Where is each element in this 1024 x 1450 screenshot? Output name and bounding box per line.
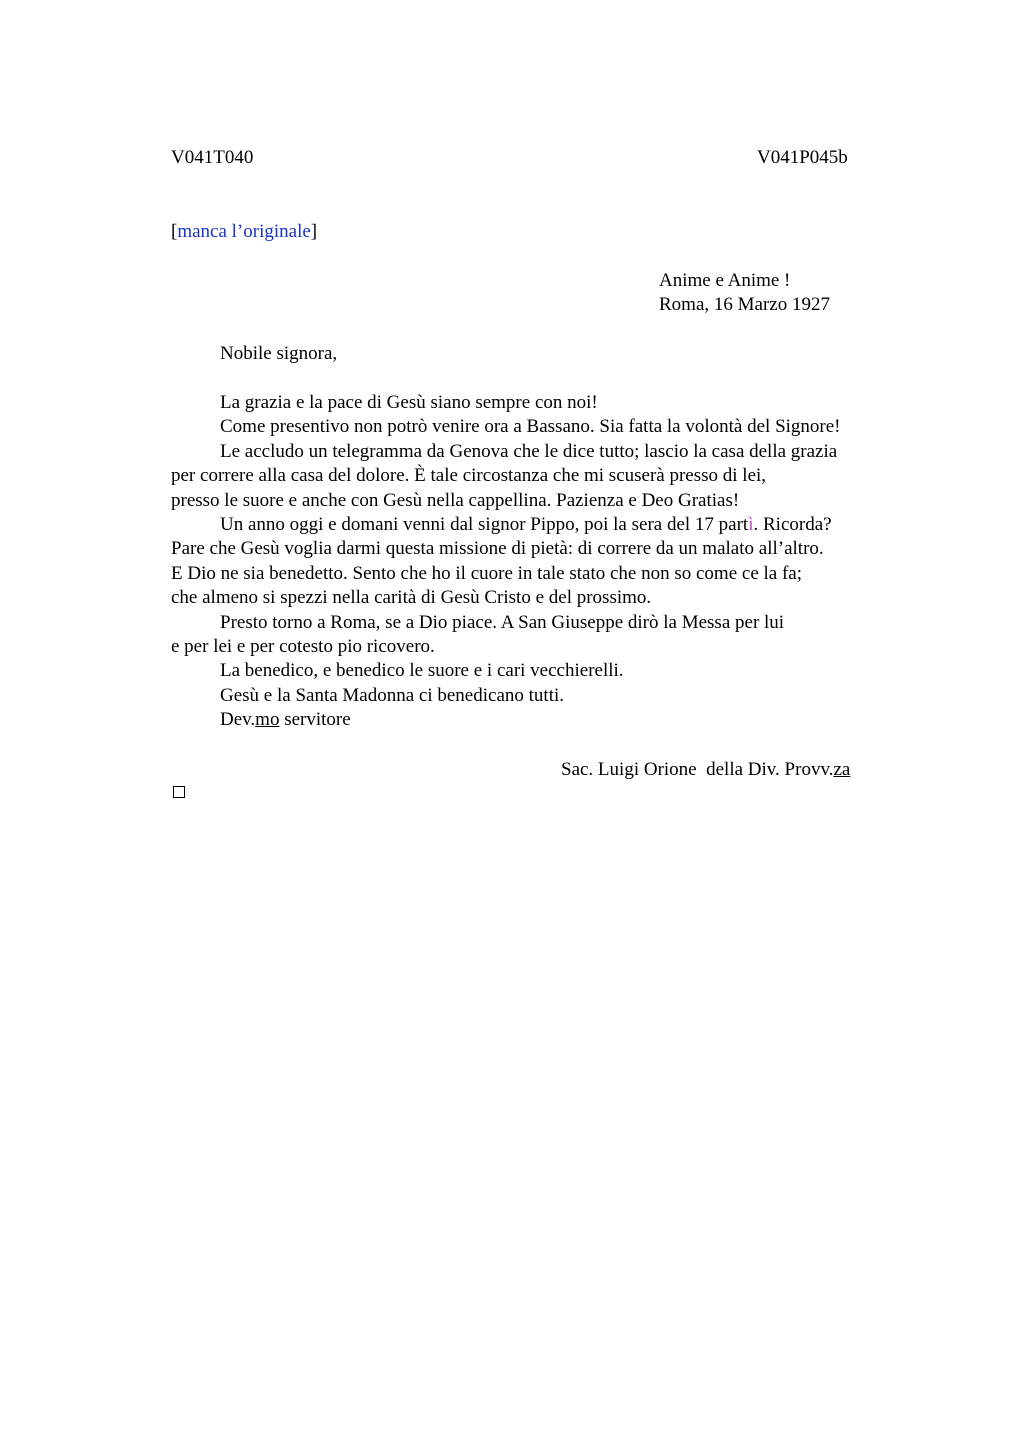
body-line-part: . Ricorda? xyxy=(753,514,832,536)
end-of-document-square-icon xyxy=(173,786,185,798)
body-line xyxy=(171,513,901,537)
body-line: presso le suore e anche con Gesù nella cappellina. Pazienza e Deo Gratias! xyxy=(171,489,740,511)
body-line: per correre alla casa del dolore. È tale circostanza che mi scuserà presso di lei, xyxy=(171,465,767,487)
body-line: La grazia e la pace di Gesù siano sempre con noi! xyxy=(220,392,598,413)
body-line-part: Un anno oggi e domani venni dal signor Pippo, poi la sera del 17 part xyxy=(220,514,749,536)
letter-date: Roma, 16 Marzo 1927 xyxy=(659,294,830,315)
body-line: Presto torno a Roma, se a Dio piace. A San Giuseppe dirò la Messa per lui xyxy=(220,611,785,633)
signature-text: Sac. Luigi Orione della Div. Provv. xyxy=(561,759,834,780)
document-code-right: V041P045b xyxy=(757,147,848,168)
note-bracket-open: [ xyxy=(171,221,178,242)
closing-line xyxy=(171,708,901,732)
closing-superscript: mo xyxy=(255,709,280,731)
letter-motto: Anime e Anime ! xyxy=(659,270,791,291)
letter-body xyxy=(171,391,901,733)
body-line: La benedico, e benedico le suore e i cari vecchierelli. xyxy=(220,660,624,682)
signature xyxy=(561,758,850,782)
editorial-note xyxy=(171,220,317,244)
highlighted-letter: ì xyxy=(748,514,754,536)
letter-salutation: Nobile signora, xyxy=(220,343,338,364)
signature-suffix: za xyxy=(833,759,851,780)
note-text: manca l’originale xyxy=(177,221,311,242)
note-bracket-close: ] xyxy=(310,221,318,242)
body-line: Pare che Gesù voglia darmi questa missione di pietà: di correre da un malato all’altro. xyxy=(171,538,824,560)
closing-part: Dev. xyxy=(220,709,256,731)
closing-part: servitore xyxy=(279,709,351,731)
body-line: Gesù e la Santa Madonna ci benedicano tutti. xyxy=(220,684,565,706)
body-line: Come presentivo non potrò venire ora a Bassano. Sia fatta la volontà del Signore! xyxy=(220,416,841,438)
body-line: che almeno si spezzi nella carità di Gesù Cristo e del prossimo. xyxy=(171,587,652,609)
body-line: Le accludo un telegramma da Genova che le dice tutto; lascio la casa della grazia xyxy=(220,440,838,462)
document-code-left: V041T040 xyxy=(171,147,254,168)
body-line: e per lei e per cotesto pio ricovero. xyxy=(171,636,435,658)
body-line: E Dio ne sia benedetto. Sento che ho il cuore in tale stato che non so come ce la fa; xyxy=(171,562,803,584)
